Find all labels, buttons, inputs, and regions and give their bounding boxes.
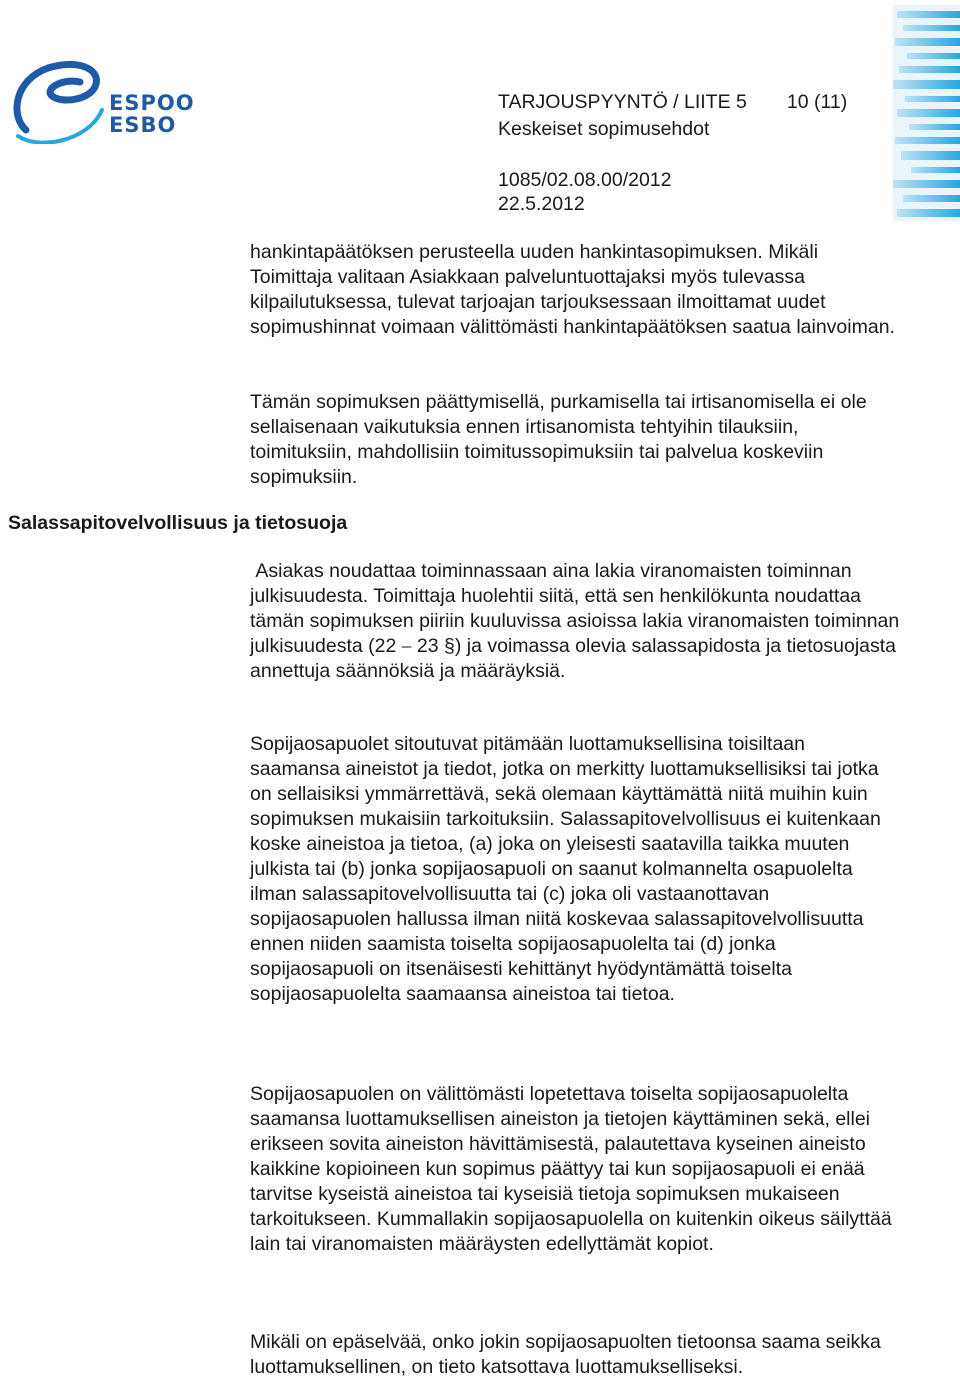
logo-line-espoo: ESPOO xyxy=(109,91,195,115)
page-number: 10 (11) xyxy=(786,91,848,113)
section-heading-confidentiality: Salassapitovelvollisuus ja tietosuoja xyxy=(8,512,348,534)
document-date: 22.5.2012 xyxy=(498,193,585,215)
document-header xyxy=(498,90,847,114)
paragraph-publicity-act: Asiakas noudattaa toiminnassaan aina lakia viranomaisten toiminnan julkisuudesta. Toimittaja huolehtii siitä, että sen henkilökunta noudattaa tämän sopimuksen piiriin kuuluvissa asioissa lakia viranomaisten toiminnan julkisuudesta (22 ⎯ 23 §) ja voimassa olevia salassapidosta ja tietosuojasta annettuja säännöksiä ja määräyksiä. xyxy=(250,560,905,682)
logo-wordmark xyxy=(109,92,195,136)
paragraph-contract-continuation: hankintapäätöksen perusteella uuden hankintasopimuksen. Mikäli Toimittaja valitaan Asiakkaan palveluntuottajaksi myös tulevassa kilpailutuksessa, tulevat tarjoajan tarjouksessaan ilmoittamat uudet sopimushinnat voimaan välittömästi hankintapäätöksen saatua lainvoiman. xyxy=(250,241,895,338)
document-title: TARJOUSPYYNTÖ / LIITE 5 xyxy=(498,91,747,113)
paragraph-termination-effects: Tämän sopimuksen päättymisellä, purkamisella tai irtisanomisella ei ole sellaisenaan vaikutuksia ennen irtisanomista tehtyihin tilauksiin, toimituksiin, mahdollisiin toimitussopimuksiin tai palvelua koskeviin sopimuksiin. xyxy=(250,391,867,488)
espoo-logo xyxy=(8,58,198,144)
logo-swirl-icon xyxy=(8,58,108,144)
paragraph-unclear-confidentiality: Mikäli on epäselvää, onko jokin sopijaosapuolten tietoonsa saama seikka luottamuksellinen, on tieto katsottava luottamukselliseksi. xyxy=(250,1331,881,1378)
document-reference: 1085/02.08.00/2012 xyxy=(498,169,672,191)
decorative-stripes-graphic xyxy=(893,5,960,221)
paragraph-confidential-material: Sopijaosapuolet sitoutuvat pitämään luottamuksellisina toisiltaan saamansa aineistot ja tiedot, jotka on merkitty luottamuksellisiksi tai jotka on sellaisiksi ymmärrettävä, sekä olemaan käyttämättä niitä muihin kuin sopimuksen mukaisiin tarkoituksiin. Salassapitovelvollisuus ei kuitenkaan koske aineistoa ja tietoa, (a) joka on yleisesti saatavilla taikka muuten julkista tai (b) jonka sopijaosapuoli on saanut kolmannelta osapuolelta ilman salassapitovelvollisuutta tai (c) joka oli vastaanottavan sopijaosapuolen hallussa ilman niitä koskevaa salassapitovelvollisuutta ennen niiden saamista toiselta sopijaosapuolelta tai (d) jonka sopijaosapuoli on itsenäisesti kehittänyt hyödyntämättä toiselta sopijaosapuolelta saamaansa aineistoa tai tietoa. xyxy=(250,733,881,1005)
paragraph-return-of-material: Sopijaosapuolen on välittömästi lopetettava toiselta sopijaosapuolelta saamansa luottamuksellisen aineiston ja tietojen käyttäminen sekä, ellei erikseen sovita aineiston hävittämisestä, palautettava kyseinen aineisto kaikkine kopioineen kun sopimus päättyy tai kun sopijaosapuoli ei enää tarvitse kyseistä aineistoa tai kyseisiä tietoja sopimuksen mukaiseen tarkoitukseen. Kummallakin sopijaosapuolella on kuitenkin oikeus säilyttää lain tai viranomaisten määräysten edellyttämät kopiot. xyxy=(250,1083,892,1255)
document-subtitle: Keskeiset sopimusehdot xyxy=(498,118,710,140)
logo-line-esbo: ESBO xyxy=(109,113,177,137)
